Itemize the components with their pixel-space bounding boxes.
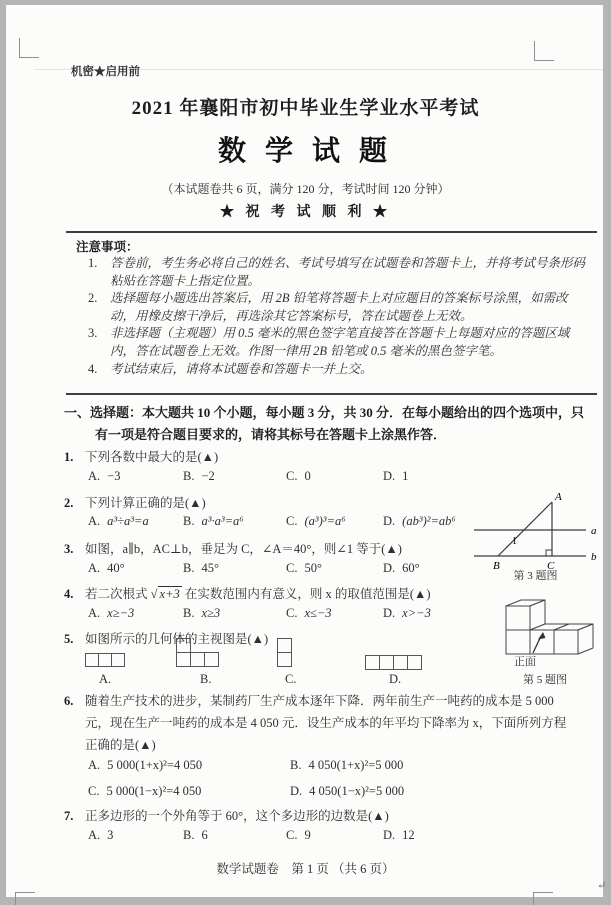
subject-title: 数 学 试 题	[217, 136, 393, 167]
option-label: C.	[88, 784, 100, 798]
question-text: 如图所示的几何体的主视图是(▲)	[85, 632, 269, 646]
option-label: C.	[286, 606, 298, 620]
option-label: D.	[383, 469, 396, 483]
question-5	[64, 629, 268, 647]
option-label: A.	[88, 561, 101, 575]
option-value: 5 000(1−x)²=4 050	[106, 784, 202, 798]
notice-item	[76, 290, 592, 325]
option-value: 4 050(1+x)²=5 000	[308, 758, 404, 772]
notice-item-number: 1.	[88, 256, 98, 270]
option-label: A.	[88, 758, 101, 772]
option-shape-B-L-tetromino	[176, 638, 221, 668]
option-label: D.	[383, 828, 396, 842]
radicand: x+3	[159, 587, 180, 601]
question-7-options	[88, 828, 415, 843]
question-text: 如图，a∥b，AC⊥b，垂足为 C，∠A＝40°，则∠1 等于(▲)	[85, 542, 402, 556]
option-value: 5 000(1+x)²=4 050	[107, 758, 203, 772]
option-value: 40°	[107, 561, 125, 575]
figure-3-caption: 第 3 题图	[513, 570, 558, 582]
answer-option	[383, 514, 456, 529]
answer-option	[286, 606, 383, 621]
question-number: 3.	[64, 542, 74, 556]
option-label: D.	[383, 606, 396, 620]
option-value: x≥−3	[107, 606, 135, 620]
answer-option	[183, 828, 286, 843]
answer-option	[88, 606, 183, 621]
label-angle-1: 1	[512, 536, 517, 547]
question-6	[64, 691, 554, 709]
question-3	[64, 539, 402, 557]
question-number: 7.	[64, 809, 74, 823]
option-value: 4 050(1−x)²=5 000	[309, 784, 405, 798]
option-value: 3	[107, 828, 114, 842]
answer-option	[290, 784, 405, 799]
notice-list	[76, 255, 592, 378]
question-text-before: 若二次根式	[85, 587, 148, 601]
question-2-options	[88, 514, 456, 529]
option-label: D.	[290, 784, 303, 798]
question-7	[64, 806, 389, 824]
figure-5-caption: 第 5 题图	[523, 674, 567, 686]
notice-item-number: 4.	[88, 361, 98, 376]
figure-stacked-cubes	[502, 599, 604, 657]
answer-option	[383, 606, 431, 621]
answer-option	[88, 469, 183, 484]
option-label: D.	[383, 514, 396, 528]
option-value: (ab³)²=ab⁶	[402, 514, 456, 528]
notice-title: 注意事项：	[76, 240, 139, 254]
question-text-line1: 随着生产技术的进步，某制药厂生产成本逐年下降．两年前生产一吨药的成本是 5 000	[85, 694, 554, 708]
option-value: x≤−3	[304, 606, 332, 620]
question-4	[64, 584, 431, 602]
option-shape-D-row-of-4	[365, 655, 422, 671]
option-label: B.	[183, 469, 195, 483]
notice-item	[76, 255, 592, 290]
option-value: x≥3	[201, 606, 221, 620]
shape-label-C: C.	[285, 672, 297, 686]
shape-label-A: A.	[99, 672, 112, 686]
exam-info: （本试题卷共 6 页，满分 120 分，考试时间 120 分钟）	[161, 182, 450, 196]
section-heading-line2: 有一项是符合题目要求的，请将其标号在答题卡上涂黑作答．	[95, 427, 447, 442]
option-label: B.	[183, 561, 195, 575]
answer-option	[183, 469, 286, 484]
question-1-options	[88, 469, 408, 484]
answer-option	[88, 561, 183, 576]
question-2	[64, 493, 206, 511]
crop-mark-bottom-left	[15, 892, 35, 905]
question-6-line2: 元，现在生产一吨药的成本是 4 050 元．设生产成本的年平均下降率为 x，下面所列方程	[85, 716, 567, 730]
option-label: B.	[183, 514, 195, 528]
notice-item	[76, 361, 592, 379]
question-text: 正多边形的一个外角等于 60°，这个多边形的边数是(▲)	[85, 809, 389, 823]
option-label: A.	[88, 828, 101, 842]
notice-item-text: 答卷前，考生务必将自己的姓名、考试号填写在试题卷和答题卡上，并将考试号条形码粘贴在答题卡上指定位置。	[110, 256, 586, 288]
option-label: C.	[286, 561, 298, 575]
answer-option	[286, 828, 383, 843]
answer-option	[383, 469, 408, 484]
option-value: 0	[304, 469, 311, 483]
answer-option	[88, 828, 183, 843]
notice-item	[76, 325, 592, 360]
option-label: B.	[183, 828, 195, 842]
question-number: 5.	[64, 632, 74, 646]
page-footer: 数学试题卷 第 1 页 （共 6 页）	[216, 862, 395, 876]
option-value: −2	[201, 469, 215, 483]
figure-parallel-lines-triangle	[468, 488, 603, 570]
divider-bottom	[66, 393, 597, 395]
sqrt-sign: √	[150, 587, 158, 601]
answer-option	[88, 784, 290, 799]
question-number: 6.	[64, 694, 74, 708]
shape-label-D: D.	[389, 672, 402, 686]
option-label: C.	[286, 828, 298, 842]
option-value: x>−3	[402, 606, 431, 620]
notice-item-number: 3.	[88, 326, 98, 341]
question-number: 4.	[64, 587, 74, 601]
option-label: A.	[88, 606, 101, 620]
option-value: 12	[402, 828, 415, 842]
label-b: b	[591, 551, 597, 563]
option-value: −3	[107, 469, 121, 483]
option-value: 50°	[304, 561, 322, 575]
answer-option	[383, 561, 420, 576]
notice-item-text: 考试结束后，请将本试题卷和答题卡一并上交。	[110, 361, 373, 376]
option-value: a³·a³=a⁶	[201, 514, 244, 528]
question-number: 2.	[64, 496, 74, 510]
question-text: 下列计算正确的是(▲)	[85, 496, 206, 510]
answer-option	[290, 758, 404, 773]
exam-title: 2021 年襄阳市初中毕业生学业水平考试	[131, 98, 480, 119]
option-value: 9	[304, 828, 311, 842]
notice-item-text: 选择题每小题选出答案后，用 2B 铅笔将答题卡上对应题目的答案标号涂黑，如需改动，用橡皮擦干净后，再选涂其它答案标号，答在试题卷上无效。	[110, 291, 568, 323]
option-value: 6	[201, 828, 208, 842]
crop-mark-bottom-right	[533, 892, 553, 905]
crop-mark-top-right	[534, 41, 554, 61]
question-4-options	[88, 606, 431, 621]
question-text: 下列各数中最大的是(▲)	[85, 450, 219, 464]
answer-option	[183, 606, 286, 621]
option-label: C.	[286, 469, 298, 483]
question-number: 1.	[64, 450, 74, 464]
option-label: A.	[88, 514, 101, 528]
answer-option	[183, 561, 286, 576]
option-label: B.	[183, 606, 195, 620]
answer-option	[183, 514, 286, 529]
notice-item-number: 2.	[88, 291, 98, 306]
label-B: B	[493, 560, 500, 570]
answer-option	[88, 514, 183, 529]
option-value: a³÷a³=a	[107, 514, 149, 528]
option-label: B.	[290, 758, 302, 772]
label-a: a	[591, 525, 597, 537]
notice-item-text: 非选择题（主观题）用 0.5 毫米的黑色签字笔直接答在答题卡上每题对应的答题区域内，答在试题卷上无效。作图一律用 2B 铅笔或 0.5 毫米的黑色签字笔。	[110, 326, 570, 358]
answer-option	[286, 469, 383, 484]
question-1	[64, 447, 218, 465]
paragraph-return-mark: ↵	[597, 880, 607, 892]
crop-mark-top-left	[19, 38, 39, 58]
answer-option	[286, 514, 383, 529]
option-label: C.	[286, 514, 298, 528]
answer-option	[286, 561, 383, 576]
front-face-label: 正面	[514, 656, 536, 668]
option-value: 60°	[402, 561, 420, 575]
option-value: 1	[402, 469, 409, 483]
label-C: C	[547, 560, 555, 570]
option-value: 45°	[201, 561, 219, 575]
answer-option	[383, 828, 415, 843]
question-3-options	[88, 561, 420, 576]
question-text-after: 在实数范围内有意义，则 x 的取值范围是(▲)	[184, 587, 431, 601]
confidential-banner: 机密★启用前	[71, 66, 140, 78]
question-6-options-row1	[88, 758, 404, 773]
question-6-options-row2	[88, 784, 405, 799]
section-heading-line1: 一、选择题：本大题共 10 个小题，每小题 3 分，共 30 分．在每小题给出的四个选项中，只	[64, 405, 585, 420]
option-label: A.	[88, 469, 101, 483]
option-label: D.	[383, 561, 396, 575]
option-value: (a³)³=a⁶	[304, 514, 346, 528]
good-luck-line: ★ 祝 考 试 顺 利 ★	[220, 205, 391, 220]
question-6-line3: 正确的是(▲)	[85, 738, 156, 752]
answer-option	[88, 758, 290, 773]
label-A: A	[555, 491, 562, 503]
option-shape-C-column-of-2	[277, 638, 293, 668]
shape-label-B: B.	[200, 672, 212, 686]
option-shape-A-row-of-3	[85, 653, 126, 668]
divider-top	[66, 231, 597, 233]
